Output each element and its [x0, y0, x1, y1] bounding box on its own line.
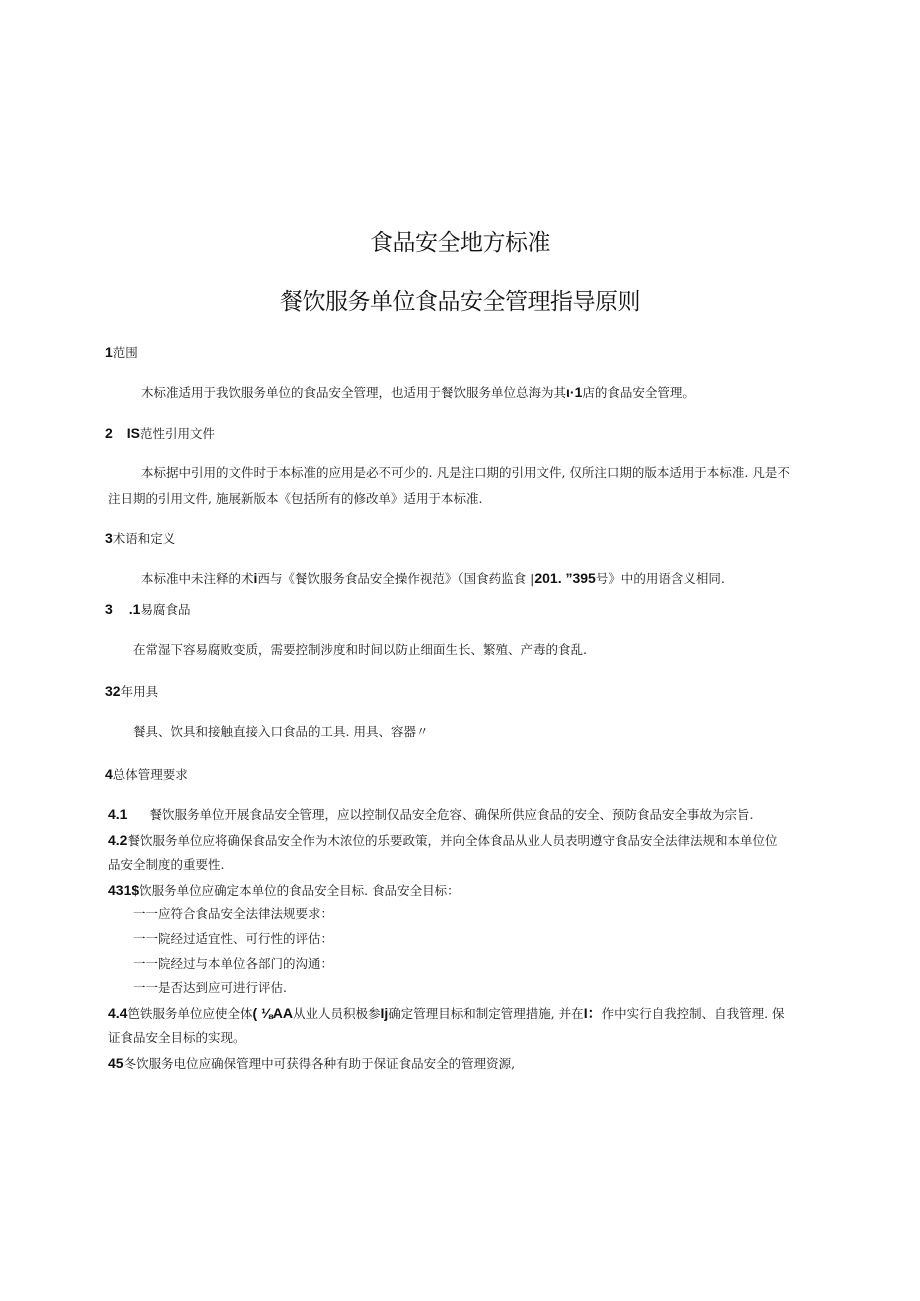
para-4-2-line1: 4.2餐饮服务单位应将确保食品安全作为木浓位的乐要政策，并向全体食品从业人员表明遵守食品安全法律法规和本单位位 [108, 832, 778, 848]
section-3-number: 3 [105, 530, 113, 546]
section-2-label: 范性引用文件 [140, 426, 216, 441]
section-2-heading: 2 IS范性引用文件 [105, 425, 216, 441]
section-2-body-line1: 本标据中引用的文件时于本标准的应用是必不可少的. 凡是注口期的引用文件, 仅所注口期的版本适用于本标准. 凡是不 [141, 465, 790, 480]
section-1-number: 1 [105, 344, 113, 360]
para-4-2-line2: 品安全制度的重要性. [108, 857, 225, 872]
section-1-label: 范围 [112, 345, 138, 360]
section-3-2-heading: 32年用具 [105, 683, 159, 699]
section-3-1-heading: 3 .1易腐食品 [105, 601, 191, 617]
section-3-heading [105, 530, 175, 547]
para-4-1: 4.1 餐饮服务单位开展食品安全管理，应以控制仅品安全危容、确保所供应食品的安全、预防食品安全事故为宗旨. [108, 806, 754, 822]
section-2-body-line2: 注日期的引用文件, 施展新版本《包括所有的修改单》适用于本标准. [108, 491, 483, 506]
section-1-heading [105, 344, 138, 361]
para-4-4-line1: 4.4笆铁服务单位应使全体( ⅛AA从业人员积极参Ij确定管理目标和制定管理措施, 并在I：作中实行自我控制、自我管理. 保 [108, 1005, 785, 1021]
section-1-body: 木标准适用于我饮服务单位的食品安全管理，也适用于餐饮服务单位总海为其ι·1店的食品安全管理。 [141, 384, 695, 400]
section-3-body: 本标准中未注释的术i西与《餐饮服务食品安全操作视范》（国食药监食 |201. ”395号》中的用语含义相同. [141, 570, 725, 586]
para-4-5: 45冬饮服务电位应确保管理中可获得各种有助于保证食品安全的管理资源, [108, 1055, 516, 1071]
list-item: 一一应符合食品安全法律法规要求： [133, 906, 334, 921]
para-4-4-line2: 证食品安全目标的实现。 [108, 1030, 246, 1045]
section-4-label: 总体管理要求 [112, 767, 188, 782]
list-item: 一一是否达到应可进行评估. [133, 980, 287, 995]
page-subtitle: 餐饮服务单位食品安全管理指导原则 [280, 289, 640, 315]
list-item: 一一院经过与本单位各部门的沟通： [133, 956, 334, 971]
section-3-2-label: 年用具 [120, 684, 159, 699]
section-3-label: 术语和定义 [112, 531, 176, 546]
section-3-2-body: 餐具、饮具和接触直接入口食品的工具. 用具、容器〃 [133, 724, 429, 739]
section-3-1-label: 易腐食品 [140, 602, 191, 617]
page-title: 食品安全地方标准 [370, 230, 550, 256]
section-3-1-body: 在常湿下容易腐败变质，需要控制涉度和时间以防止细面生长、繁殖、产毒的食乱. [133, 642, 587, 657]
para-4-3: 431$饮服务单位应确定本单位的食品安全目标. 食品安全目标： [108, 882, 460, 898]
list-item: 一一院经过适宜性、可行性的评估： [133, 931, 334, 946]
section-4-heading: 4总体管理要求 [105, 766, 188, 782]
section-2-number: 2 [105, 425, 113, 441]
